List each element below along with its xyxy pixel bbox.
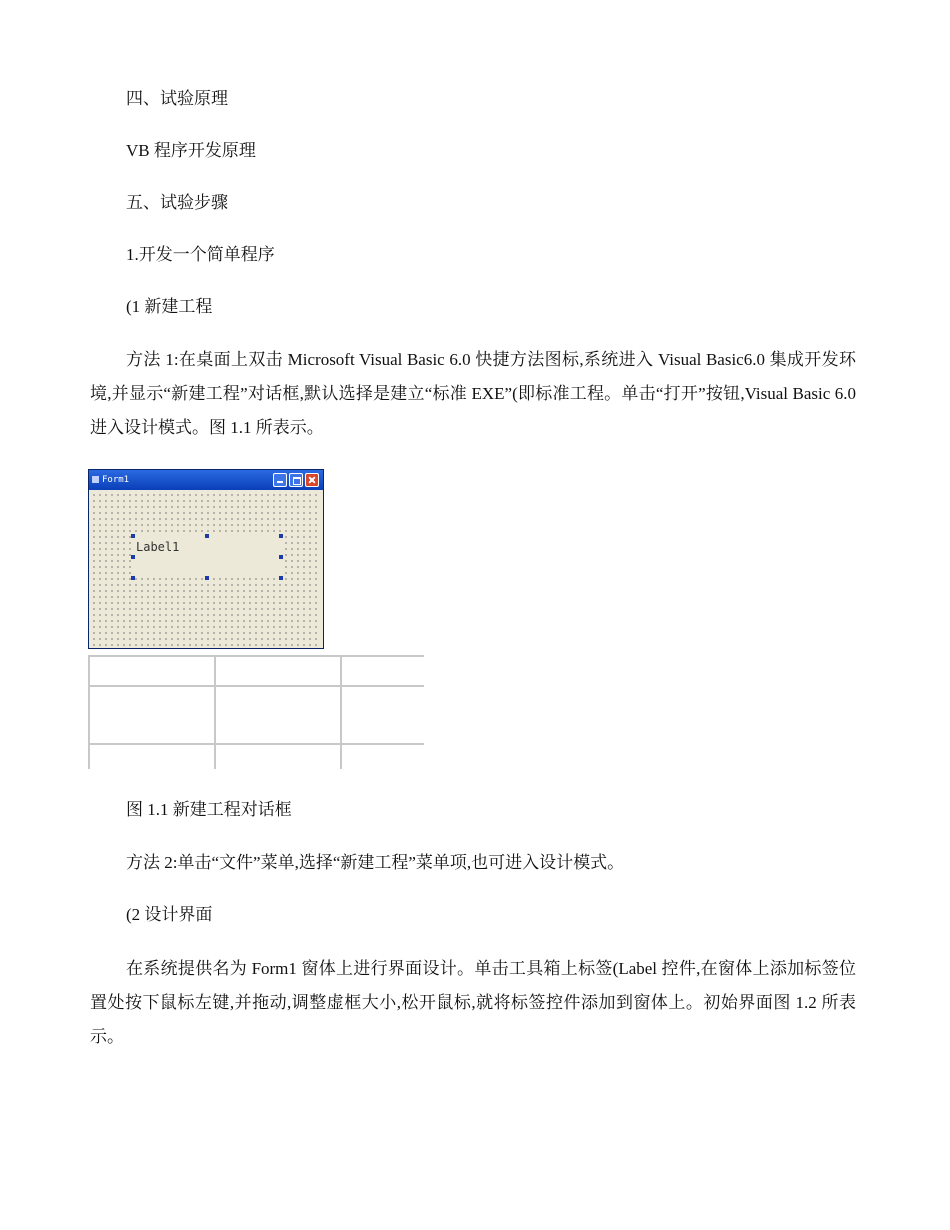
heading-steps: 五、试验步骤 xyxy=(126,193,228,212)
step1-title: 1.开发一个简单程序 xyxy=(126,245,275,264)
resize-handle[interactable] xyxy=(205,534,209,538)
close-icon[interactable] xyxy=(305,473,319,487)
resize-handle[interactable] xyxy=(279,576,283,580)
principle-text: VB 程序开发原理 xyxy=(126,141,256,160)
figure-caption: 图 1.1 新建工程对话框 xyxy=(126,800,292,819)
table-cell xyxy=(341,744,424,769)
table-cell xyxy=(89,686,215,744)
form-design-grid[interactable] xyxy=(91,492,321,646)
form-icon xyxy=(92,476,99,483)
table-cell xyxy=(215,744,341,769)
table-cell xyxy=(215,686,341,744)
table-cell xyxy=(341,686,424,744)
method2-paragraph: 方法 2:单击“文件”菜单,选择“新建工程”菜单项,也可进入设计模式。 xyxy=(126,853,625,872)
table-cell xyxy=(215,656,341,686)
resize-handle[interactable] xyxy=(279,534,283,538)
window-title-bar[interactable] xyxy=(89,470,323,490)
heading-principle: 四、试验原理 xyxy=(126,89,228,108)
label-control[interactable]: Label1 xyxy=(133,536,281,578)
resize-handle[interactable] xyxy=(131,555,135,559)
resize-handle[interactable] xyxy=(131,576,135,580)
empty-grid-table xyxy=(88,655,424,769)
minimize-icon[interactable] xyxy=(273,473,287,487)
table-cell xyxy=(89,744,215,769)
resize-handle[interactable] xyxy=(279,555,283,559)
table-cell xyxy=(341,656,424,686)
table-cell xyxy=(89,656,215,686)
method1-paragraph: 方法 1:在桌面上双击 Microsoft Visual Basic 6.0 快捷方法图标,系统进入 Visual Basic6.0 集成开发环境,并显示“新建工程”对话框,默认选择是建立“标准 EXE”(即标准工程。单击“打开”按钮,Visual Basic 6.0 进入设计模式。图 1.1 所表示。 xyxy=(90,350,857,437)
resize-handle[interactable] xyxy=(205,576,209,580)
substep1-title: (1 新建工程 xyxy=(126,297,213,316)
substep2-title: (2 设计界面 xyxy=(126,905,213,924)
maximize-icon[interactable] xyxy=(289,473,303,487)
resize-handle[interactable] xyxy=(131,534,135,538)
vb-form-window xyxy=(88,469,324,649)
window-title: Form1 xyxy=(102,475,130,485)
design-paragraph: 在系统提供名为 Form1 窗体上进行界面设计。单击工具箱上标签(Label 控件,在窗体上添加标签位置处按下鼠标左键,并拖动,调整虚框大小,松开鼠标,就将标签控件添加到窗体上。初始界面图 1.2 所表示。 xyxy=(90,959,856,1046)
